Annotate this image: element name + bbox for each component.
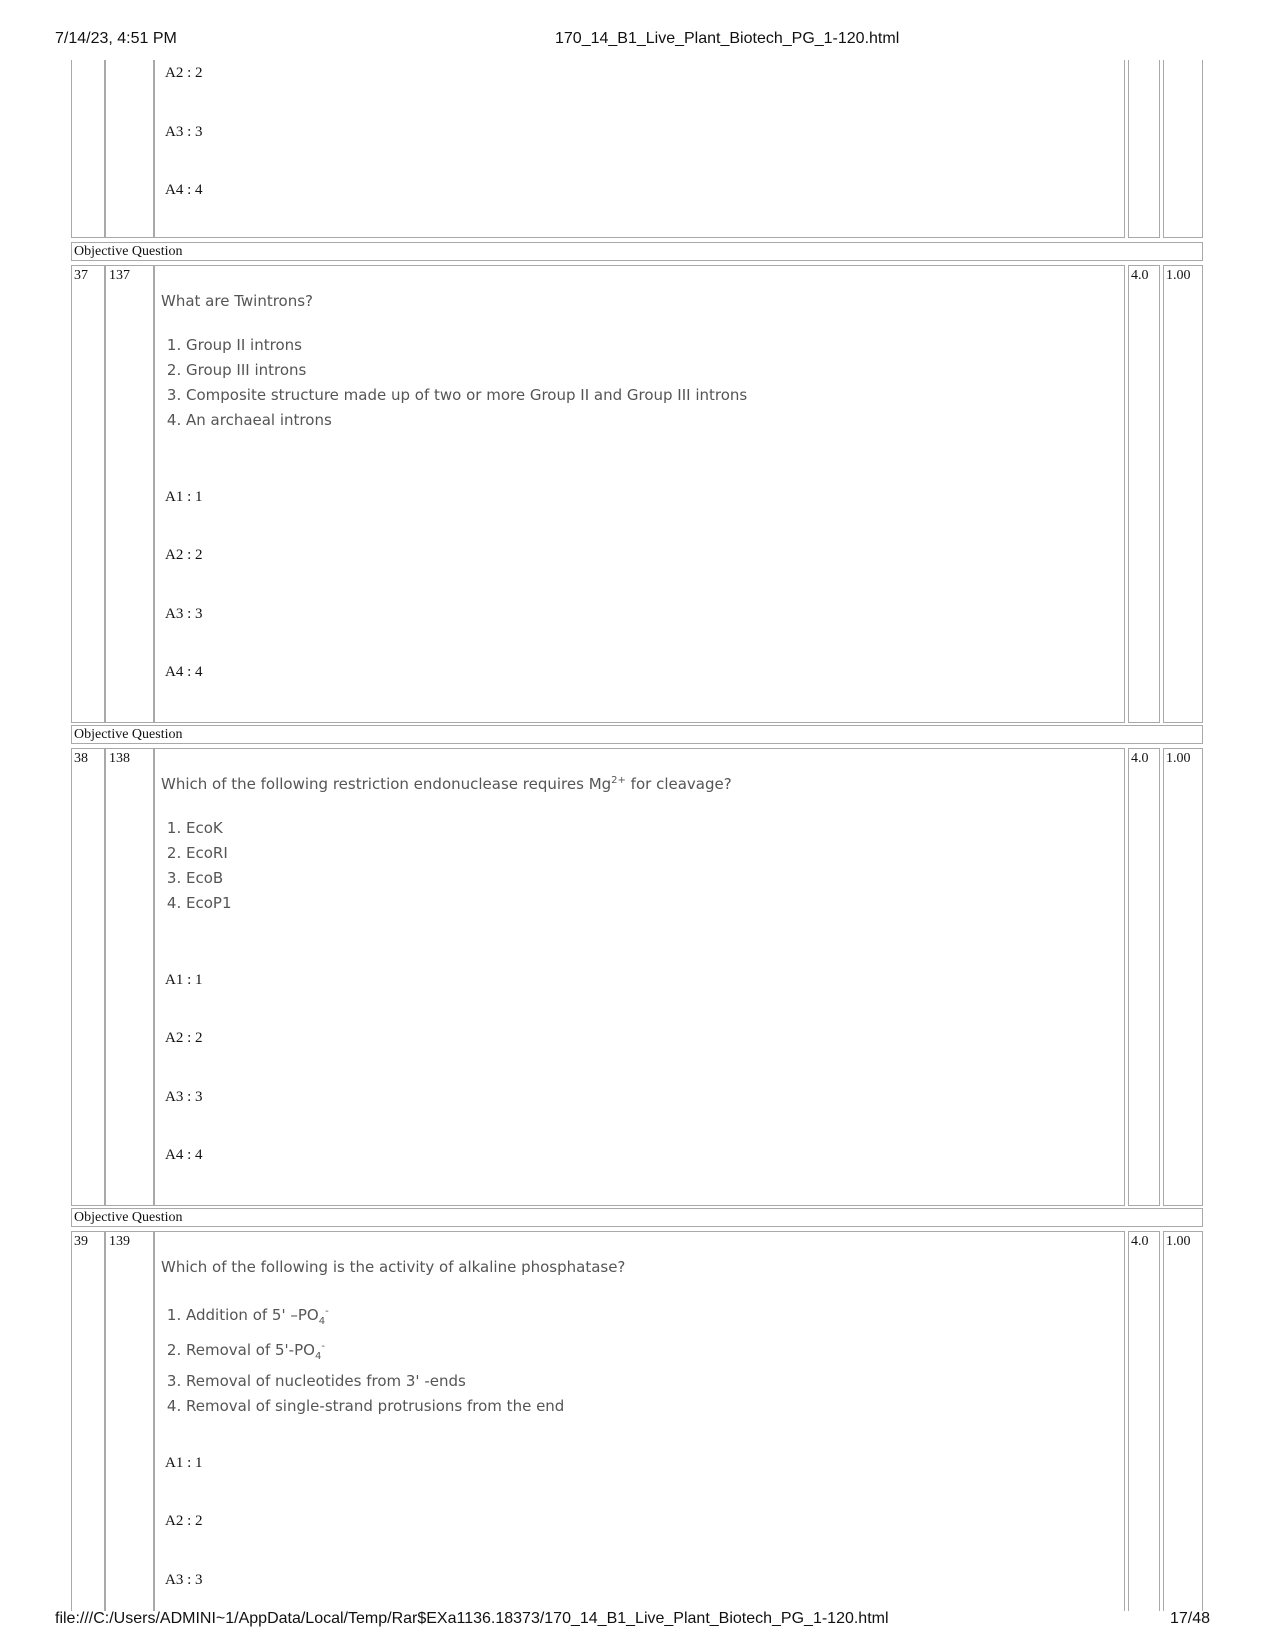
answer-option: A2 : 2 [165, 547, 203, 563]
answer-option: A2 : 2 [165, 1513, 203, 1529]
question-text [161, 775, 732, 793]
section-label: Objective Question [71, 725, 1203, 744]
option-item: 3. Removal of nucleotides from 3' -ends [186, 1369, 564, 1394]
answer-option: A4 : 4 [165, 182, 203, 198]
option-item: 2. Group III introns [186, 358, 747, 383]
marks: 4.0 [1131, 751, 1149, 766]
section-label: Objective Question [71, 1208, 1203, 1227]
question-text: Which of the following is the activity of alkaline phosphatase? [161, 1258, 626, 1276]
option-item: 2. Removal of $5'-PO_4^-$ [186, 1334, 564, 1369]
option-item: 4. Removal of single-strand protrusions from the end [186, 1394, 564, 1419]
print-file-path: file:///C:/Users/ADMINI~1/AppData/Local/Temp/Rar$EXa1136.18373/170_14_B1_Live_Plant_Biotech_PG_1-120.html [55, 1610, 889, 1627]
option-item: 4. EcoP1 [186, 891, 232, 916]
negative-marks-cell [1163, 265, 1203, 723]
option-list [161, 1299, 564, 1419]
option-item: 1. EcoK [186, 816, 232, 841]
serial-number: 37 [74, 268, 88, 283]
question-text-after: for cleavage? [625, 775, 732, 793]
negative-marks: 1.00 [1166, 751, 1191, 766]
serial-number: 39 [74, 1234, 88, 1249]
marks-cell [1128, 748, 1160, 1206]
marks: 4.0 [1131, 268, 1149, 283]
question-text-before: Which of the following restriction endonuclease requires Mg [161, 775, 612, 793]
negative-marks-cell [1163, 748, 1203, 1206]
question-id: 138 [109, 751, 130, 766]
marks-cell [1128, 1231, 1160, 1611]
section-label: Objective Question [71, 242, 1203, 261]
option-item: 4. An archaeal introns [186, 408, 747, 433]
option-item: 3. Composite structure made up of two or more Group II and Group III introns [186, 383, 747, 408]
answer-option: A2 : 2 [165, 65, 203, 81]
print-page-number: 17/48 [1170, 1610, 1211, 1627]
question-id: 139 [109, 1234, 130, 1249]
answer-option: A4 : 4 [165, 1147, 203, 1163]
question-body-cell [154, 748, 1125, 1206]
option-list [161, 816, 232, 916]
option-item: 1. Group II introns [186, 333, 747, 358]
answer-option: A2 : 2 [165, 1030, 203, 1046]
answer-option: A3 : 3 [165, 606, 203, 622]
option-list [161, 333, 747, 433]
negative-marks-cell [1163, 1231, 1203, 1611]
question-id: 137 [109, 268, 130, 283]
answer-option: A4 : 4 [165, 664, 203, 680]
print-datetime: 7/14/23, 4:51 PM [55, 30, 177, 47]
option-item: 2. EcoRI [186, 841, 232, 866]
question-id-cell [105, 265, 154, 723]
answer-option: A3 : 3 [165, 124, 203, 140]
question-id-cell [105, 1231, 154, 1611]
question-body-cell [154, 1231, 1125, 1611]
marks-cell [1128, 265, 1160, 723]
negative-marks: 1.00 [1166, 1234, 1191, 1249]
question-text: What are Twintrons? [161, 292, 314, 310]
serial-number-cell [71, 1231, 105, 1611]
serial-number-cell [71, 748, 105, 1206]
serial-number: 38 [74, 751, 88, 766]
answer-option: A1 : 1 [165, 1455, 203, 1471]
negative-marks: 1.00 [1166, 268, 1191, 283]
marks: 4.0 [1131, 1234, 1149, 1249]
answer-option: A1 : 1 [165, 489, 203, 505]
serial-number-cell [71, 265, 105, 723]
option-item: 1. Addition of 5' $-PO_4^-$ [186, 1299, 564, 1334]
option-item: 3. EcoB [186, 866, 232, 891]
question-id-cell [105, 748, 154, 1206]
answer-option: A3 : 3 [165, 1572, 203, 1588]
answer-option: A1 : 1 [165, 972, 203, 988]
superscript: 2+ [611, 775, 626, 786]
answer-option: A3 : 3 [165, 1089, 203, 1105]
print-doc-title: 170_14_B1_Live_Plant_Biotech_PG_1-120.html [555, 30, 900, 47]
